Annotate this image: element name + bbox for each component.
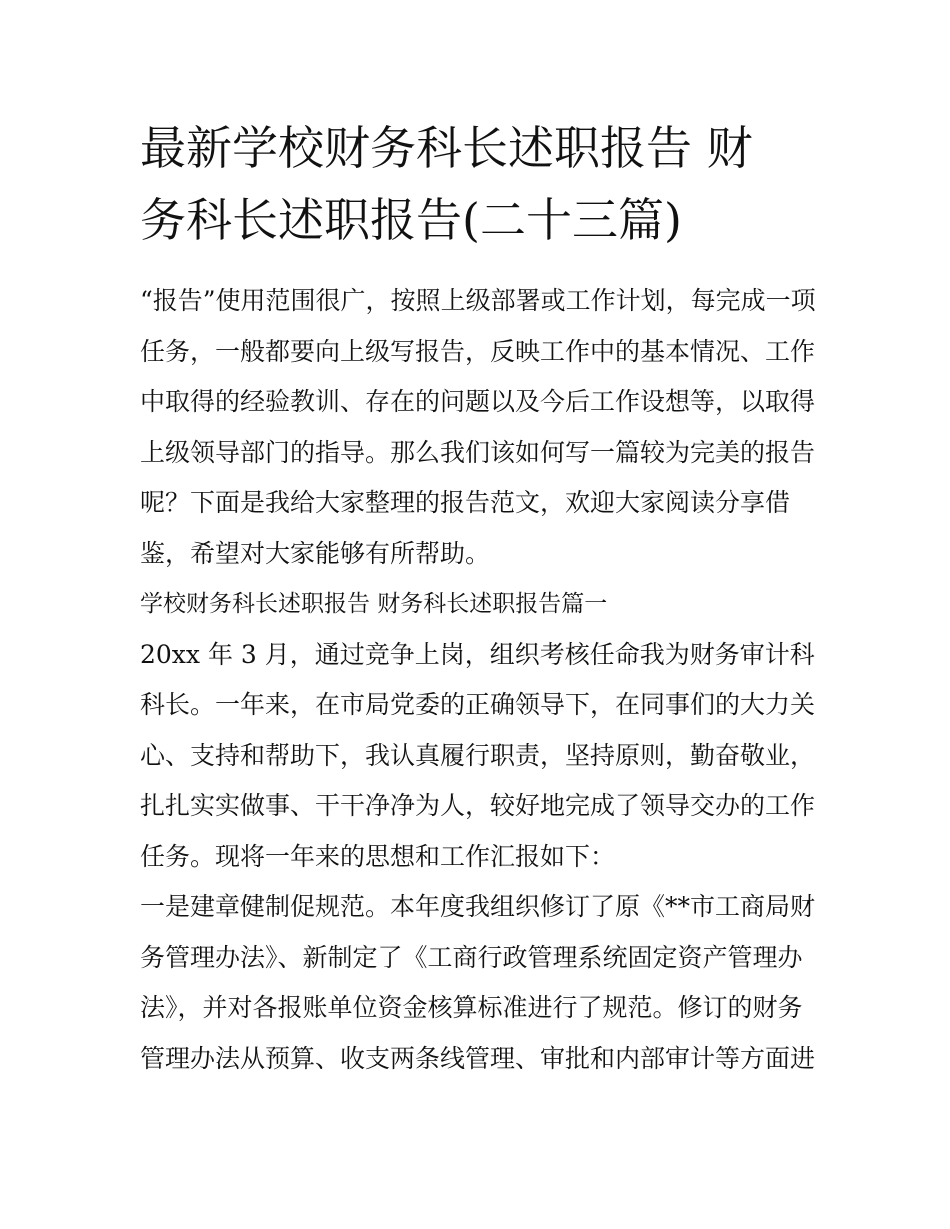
document-body — [140, 276, 820, 1084]
intro-line: 呢？下面是我给大家整理的报告范文，欢迎大家阅读分享借 — [140, 488, 791, 517]
paragraph-line: 心、支持和帮助下，我认真履行职责，坚持原则，勤奋敬业， — [140, 740, 816, 770]
paragraph-line: 管理办法从预算、收支两条线管理、审批和内部审计等方面进 — [140, 1043, 816, 1073]
paragraph-line: 务管理办法》、新制定了《工商行政管理系统固定资产管理办 — [140, 942, 803, 972]
paragraph-line: 一是建章健制促规范。本年度我组织修订了原《**市工商局财 — [140, 892, 816, 921]
paragraph-line: 法》，并对各报账单位资金核算标准进行了规范。修订的财务 — [140, 993, 803, 1022]
paragraph-2 — [140, 882, 820, 1084]
intro-paragraph — [140, 276, 820, 579]
paragraph-line: 任务。现将一年来的思想和工作汇报如下： — [140, 841, 616, 871]
paragraph-line: 扎扎实实做事、干干净净为人，较好地完成了领导交办的工作 — [140, 791, 816, 820]
intro-line: “报告”使用范围很广，按照上级部署或工作计划，每完成一项 — [140, 286, 816, 315]
intro-line: 任务，一般都要向上级写报告，反映工作中的基本情况、工作 — [140, 336, 816, 366]
intro-line: 中取得的经验教训、存在的问题以及今后工作设想等，以取得 — [140, 387, 816, 416]
paragraph-line: 科长。一年来，在市局党委的正确领导下，在同事们的大力关 — [140, 690, 816, 719]
title-line-2: 务科长述职报告(二十三篇) — [140, 193, 682, 247]
intro-line: 上级领导部门的指导。那么我们该如何写一篇较为完美的报告 — [140, 437, 816, 467]
section-heading: 学校财务科长述职报告 财务科长述职报告篇一 — [140, 591, 608, 617]
title-line-1: 最新学校财务科长述职报告 财 — [140, 121, 753, 175]
document-title — [140, 112, 820, 256]
intro-line: 鉴，希望对大家能够有所帮助。 — [140, 538, 491, 568]
paragraph-1 — [140, 630, 820, 883]
paragraph-line: 20xx 年 3 月，通过竞争上岗，组织考核任命我为财务审计科 — [140, 639, 815, 669]
